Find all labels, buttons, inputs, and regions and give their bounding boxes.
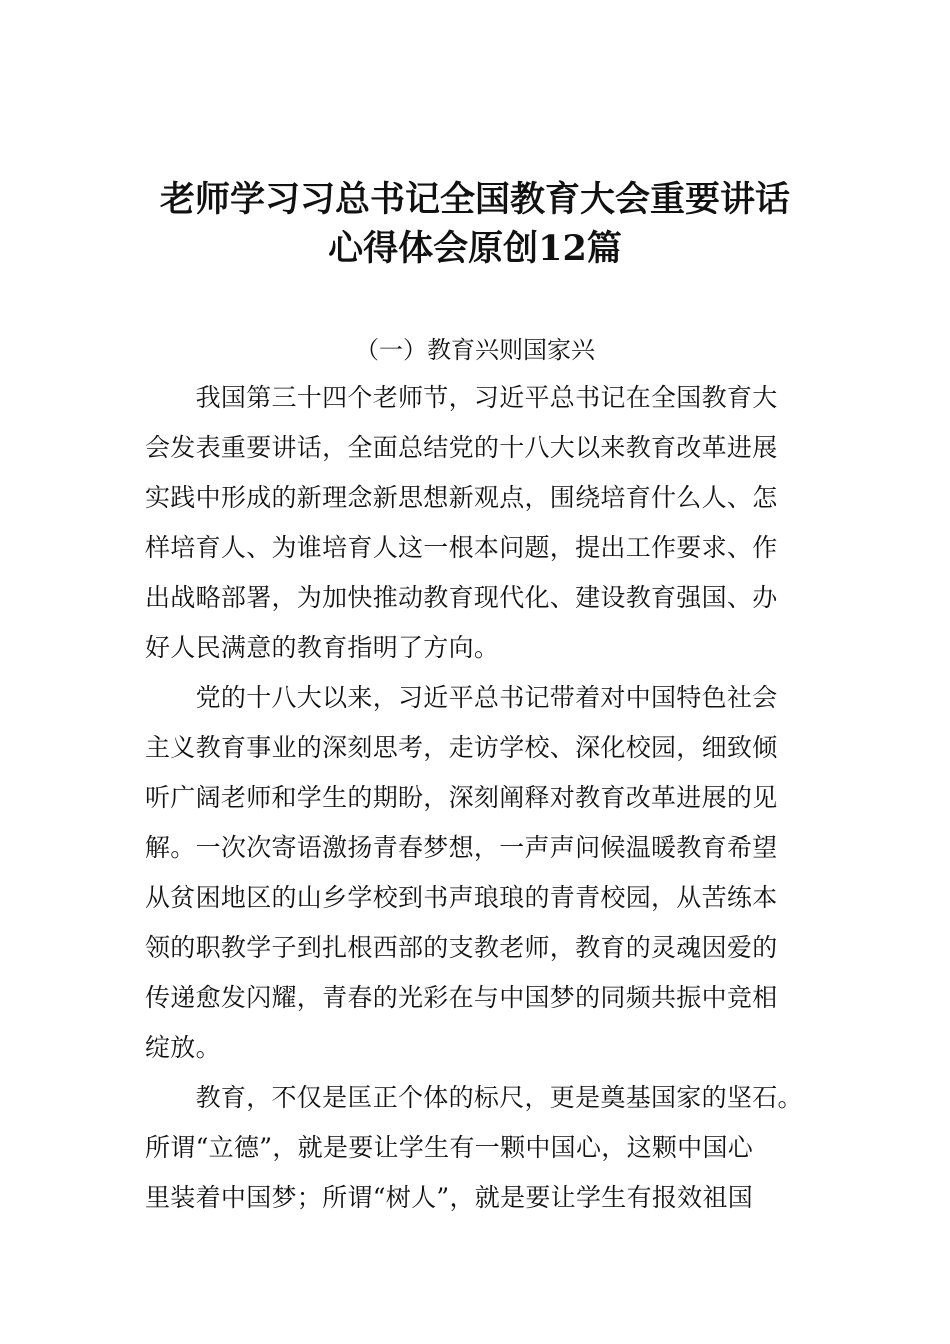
body-line: 所谓“立德”，就是要让学生有一颗中国心，这颗中国心	[145, 1133, 754, 1162]
document-title-line-1: 老师学习习总书记全国教育大会重要讲话	[159, 179, 790, 220]
section-heading: （一）教育兴则国家兴	[355, 336, 595, 364]
body-line: 党的十八大以来，习近平总书记带着对中国特色社会	[145, 683, 778, 712]
body-line: 出战略部署，为加快推动教育现代化、建设教育强国、办	[145, 583, 778, 612]
body-line: 解。一次次寄语激扬青春梦想，一声声问候温暖教育希望	[145, 833, 778, 862]
body-line: 从贫困地区的山乡学校到书声琅琅的青青校园，从苦练本	[145, 883, 778, 912]
body-line: 绽放。	[145, 1033, 221, 1062]
body-line: 传递愈发闪耀，青春的光彩在与中国梦的同频共振中竞相	[145, 983, 778, 1012]
document-title-line-2: 心得体会原创12篇	[328, 228, 622, 269]
body-line: 主义教育事业的深刻思考，走访学校、深化校园，细致倾	[145, 733, 778, 762]
body-line: 样培育人、为谁培育人这一根本问题，提出工作要求、作	[145, 533, 778, 562]
body-line: 好人民满意的教育指明了方向。	[145, 633, 500, 662]
body-line: 教育，不仅是匡正个体的标尺，更是奠基国家的坚石。	[145, 1083, 803, 1112]
body-line: 实践中形成的新理念新思想新观点，围绕培育什么人、怎	[145, 483, 778, 512]
body-line: 领的职教学子到扎根西部的支教老师，教育的灵魂因爱的	[145, 933, 778, 962]
body-line: 听广阔老师和学生的期盼，深刻阐释对教育改革进展的见	[145, 783, 778, 812]
body-line: 我国第三十四个老师节，习近平总书记在全国教育大	[145, 383, 778, 412]
body-line: 会发表重要讲话，全面总结党的十八大以来教育改革进展	[145, 433, 778, 462]
body-line: 里装着中国梦；所谓“树人”，就是要让学生有报效祖国	[145, 1183, 754, 1212]
